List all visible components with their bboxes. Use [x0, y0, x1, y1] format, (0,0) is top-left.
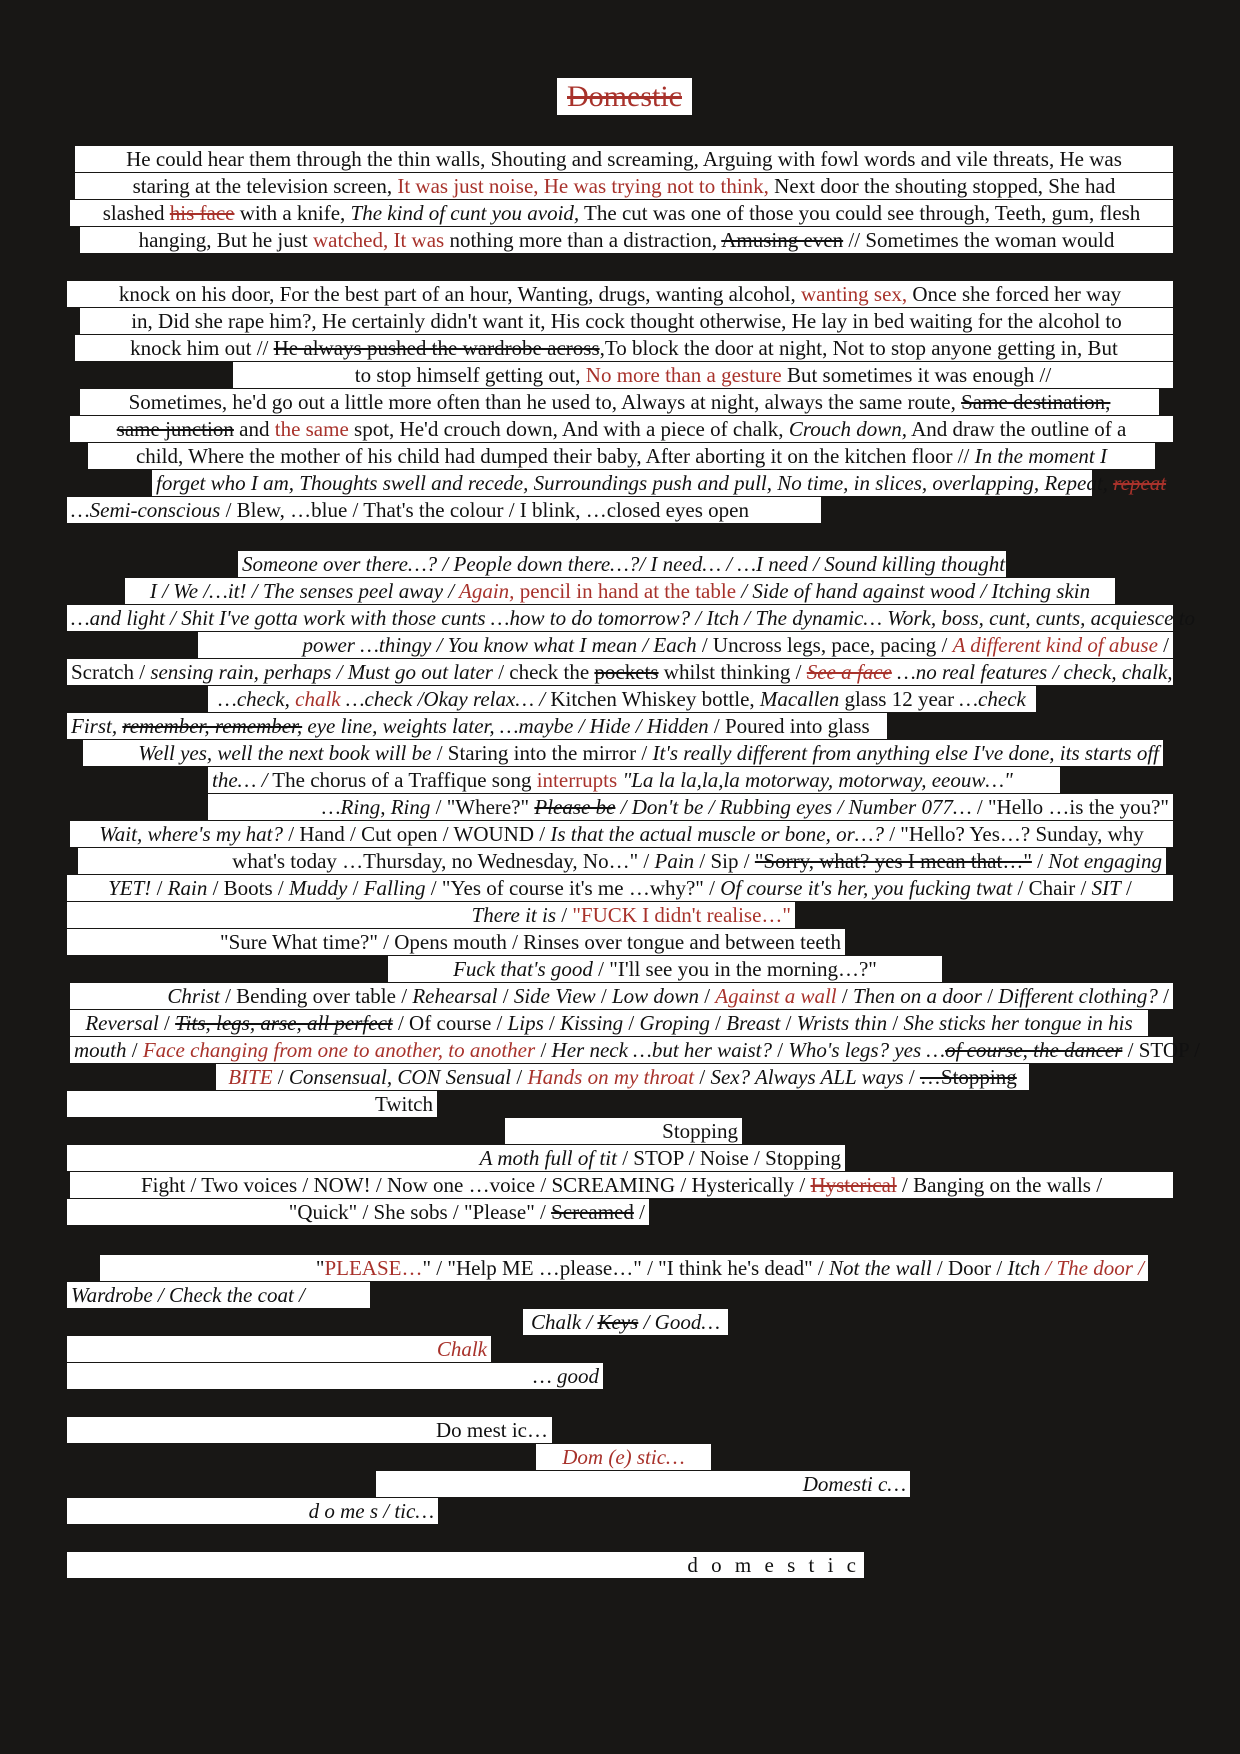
text-segment: Itch [1007, 1256, 1041, 1280]
text-segment: Do mest ic… [436, 1418, 548, 1442]
poem-line [80, 308, 1173, 334]
text-segment: / [698, 984, 716, 1008]
text-segment: Fuck that's good [453, 957, 593, 981]
poem-line [67, 497, 821, 523]
text-segment: Consensual, CON Sensual [288, 1065, 512, 1089]
text-segment: / Door / [931, 1256, 1008, 1280]
text-segment: whilst thinking / [658, 660, 807, 684]
text-segment: / [903, 1065, 920, 1089]
text-segment: He always pushed the wardrobe across [273, 336, 600, 360]
text-segment: It's really different from anything else I've done, its starts off [652, 741, 1159, 765]
text-segment: …check [959, 687, 1026, 711]
text-segment: Macallen [759, 687, 840, 711]
text-segment: It was just noise, He was trying not to think, [397, 174, 769, 198]
text-segment: Dom (e) stic… [562, 1445, 685, 1469]
poem-line [233, 362, 1173, 388]
text-segment: / [887, 1011, 904, 1035]
text-segment: / [595, 984, 612, 1008]
text-segment: forget who I am, Thoughts swell and recede, Surroundings push and pull, No time, in slices, overlapping, Repeat, [156, 471, 1114, 495]
poem-line [70, 1037, 1201, 1063]
text-segment: The kind of cunt you avoid, [350, 201, 580, 225]
text-segment: / [556, 903, 573, 927]
text-segment: "Quick" / She sobs / "Please" / [288, 1200, 552, 1224]
text-segment: d o me s / tic… [308, 1499, 434, 1523]
text-segment: Fight / Two voices / NOW! / Now one …voice / SCREAMING / Hysterically / [140, 1173, 811, 1197]
text-segment: …Ring, Ring [321, 795, 431, 819]
poem-line [78, 848, 1166, 874]
text-segment: And draw the outline of a [907, 417, 1127, 441]
poem-line [75, 173, 1173, 199]
text-segment: "FUCK I didn't realise…" [572, 903, 791, 927]
text-segment: … good [533, 1364, 599, 1388]
text-segment: / [272, 1065, 289, 1089]
text-segment: Hysterical [810, 1173, 897, 1197]
text-segment: / STOP / Noise / Stopping [616, 1146, 841, 1170]
text-segment: / Banging on the walls / [896, 1173, 1103, 1197]
text-segment: See a face [806, 660, 892, 684]
text-segment: sensing rain, perhaps / Must go out later [150, 660, 493, 684]
text-segment: / [780, 1011, 797, 1035]
text-segment: with a knife, [234, 201, 351, 225]
text-segment: Christ [167, 984, 220, 1008]
text-segment: YET! [108, 876, 152, 900]
text-segment: Someone over there…? / People down there…?/ I need… / …I need / Sound killing thought [242, 552, 1006, 576]
text-segment: / [709, 1011, 727, 1035]
text-segment: Same destination, [961, 390, 1111, 414]
text-segment: Amusing even [721, 228, 844, 252]
text-segment: Sometimes, he'd go out a little more often than he used to, Always at night, always the same route, [128, 390, 962, 414]
poem-line [388, 956, 942, 982]
text-segment: repeat [1113, 471, 1167, 495]
text-segment: Screamed [551, 1200, 634, 1224]
text-segment: / Chair / [1012, 876, 1092, 900]
text-segment: wanting sex, [801, 282, 908, 306]
text-segment: Wrists thin [796, 1011, 888, 1035]
text-segment: / Bending over table / [219, 984, 413, 1008]
text-segment: But sometimes it was enough // [781, 363, 1052, 387]
text-segment: …and light / Shit I've gotta work with those cunts …how to do tomorrow? / Itch / The dynamic… Work, boss, cunt, cunts, acquiesce to [71, 606, 1196, 630]
text-segment: chalk [295, 687, 341, 711]
text-segment: She sticks her tongue in his [903, 1011, 1133, 1035]
text-segment: in, Did she rape him?, He certainly didn't want it, His cock thought otherwise, He lay in bed waiting for the alcohol to [131, 309, 1122, 333]
poem-line [216, 1064, 1029, 1090]
poem-line [125, 578, 1115, 604]
text-segment: nothing more than a distraction, [444, 228, 722, 252]
text-segment: what's today …Thursday, no Wednesday, No…" / [232, 849, 655, 873]
poem-line [67, 713, 887, 739]
text-segment: He could hear them through the thin walls, Shouting and screaming, Arguing with fowl words and vile threats, He was [126, 147, 1122, 171]
text-segment: pencil in hand at the table [514, 579, 737, 603]
text-segment: / [151, 876, 168, 900]
poem-line [208, 767, 1060, 793]
poem-line [208, 686, 1036, 712]
text-segment: …check, [218, 687, 296, 711]
text-segment: / Sip / [694, 849, 755, 873]
text-segment: the same [274, 417, 349, 441]
text-segment: / [535, 1038, 552, 1062]
text-segment: / Blew, …blue / That's the colour / I blink, …closed eyes open [220, 498, 749, 522]
text-segment: / [1157, 984, 1169, 1008]
poem-line [70, 200, 1173, 226]
poem-line [67, 1091, 437, 1117]
text-segment: watched, It was [313, 228, 445, 252]
text-segment: / Hand / Cut open / WOUND / [282, 822, 551, 846]
text-segment: SIT [1091, 876, 1121, 900]
poem-line [67, 1145, 845, 1171]
poem-line [152, 470, 1167, 496]
text-segment: / Staring into the mirror / [431, 741, 653, 765]
text-segment: Is that the actual muscle or bone, or…? [550, 822, 884, 846]
text-segment: Rehearsal [412, 984, 498, 1008]
text-segment: Sex? Always ALL ways [710, 1065, 904, 1089]
text-segment: / STOP / [1122, 1038, 1201, 1062]
text-segment: Against a wall [715, 984, 837, 1008]
poem-line [67, 1498, 438, 1524]
text-segment: staring at the television screen, [132, 174, 398, 198]
poem-line [80, 389, 1159, 415]
poem-line [70, 983, 1173, 1009]
text-segment: / [511, 1065, 528, 1089]
text-segment: / "Hello? Yes…? Sunday, why [883, 822, 1144, 846]
poem-title: Domestic [557, 78, 692, 115]
text-segment: / [1031, 849, 1049, 873]
text-segment: / [126, 1038, 143, 1062]
text-segment: Of course it's her, you fucking twat [720, 876, 1013, 900]
text-segment: " [315, 1256, 325, 1280]
text-segment: The cut was one of those you could see through, Teeth, gum, flesh [579, 201, 1141, 225]
text-segment: Low down [612, 984, 699, 1008]
poem-line [198, 632, 1173, 658]
text-segment: Not engaging [1048, 849, 1162, 873]
text-segment: There it is [471, 903, 556, 927]
text-segment: slashed [102, 201, 170, 225]
text-segment: / Good… [638, 1310, 720, 1334]
poem-line [67, 1336, 491, 1362]
text-segment: hanging, But he just [138, 228, 314, 252]
text-segment: his face [169, 201, 235, 225]
poem-line [70, 416, 1173, 442]
poem-line [88, 443, 1155, 469]
text-segment: / [543, 1011, 561, 1035]
text-segment: and [233, 417, 275, 441]
text-segment: Who's legs? yes … [788, 1038, 946, 1062]
text-segment: / [1120, 876, 1132, 900]
text-segment: / [158, 1011, 176, 1035]
text-segment: / [981, 984, 999, 1008]
text-segment: Domesti c… [802, 1472, 906, 1496]
text-segment: / Of course / [392, 1011, 508, 1035]
text-segment: Stopping [662, 1119, 738, 1143]
text-segment: Twitch [374, 1092, 433, 1116]
text-segment: …Semi-conscious [71, 498, 221, 522]
text-segment: / Boots / [207, 876, 290, 900]
text-segment: I / We /…it! / The senses peel away / [149, 579, 460, 603]
text-segment: / [1157, 633, 1169, 657]
poem-line [75, 146, 1173, 172]
text-segment: BITE [228, 1065, 273, 1089]
text-segment: / "Yes of course it's me …why?" / [425, 876, 721, 900]
text-segment: glass 12 year [839, 687, 960, 711]
text-segment: " / "Help ME …please…" / "I think he's dead" / [422, 1256, 829, 1280]
text-segment: Keys [597, 1310, 639, 1334]
text-segment: / "I'll see you in the morning…?" [592, 957, 877, 981]
text-segment: / Uncross legs, pace, pacing / [696, 633, 953, 657]
text-segment: Different clothing? [998, 984, 1158, 1008]
text-segment: Pain [654, 849, 695, 873]
text-segment: mouth [74, 1038, 127, 1062]
text-segment: / "Hello …is the you?" [971, 795, 1169, 819]
poem-line [100, 1255, 1148, 1281]
text-segment: PLEASE… [324, 1256, 423, 1280]
text-segment: Rain [167, 876, 208, 900]
poem-line [67, 659, 1173, 685]
poem-line [67, 1417, 552, 1443]
text-segment: Again, [459, 579, 515, 603]
poem-line [523, 1309, 728, 1335]
text-segment: …Stopping [919, 1065, 1017, 1089]
text-segment: Groping [639, 1011, 710, 1035]
text-segment: / check the [492, 660, 595, 684]
text-segment: "La la la,la,la motorway, motorway, eeouw…" [617, 768, 1013, 792]
text-segment: / [347, 876, 364, 900]
text-segment: Well yes, well the next book will be [138, 741, 432, 765]
poem-line [536, 1444, 711, 1470]
poem-line [70, 1172, 1173, 1198]
text-segment: Kitchen Whiskey bottle, [545, 687, 760, 711]
text-segment: Not the wall [828, 1256, 932, 1280]
poem-line [67, 1552, 864, 1578]
text-segment: the… / [212, 768, 268, 792]
text-segment: Once she forced her way [907, 282, 1122, 306]
text-segment: Please be [534, 795, 616, 819]
text-segment: Wait, where's my hat? [99, 822, 283, 846]
text-segment: Then on a door [853, 984, 982, 1008]
text-segment: …check /Okay relax… / [340, 687, 546, 711]
text-segment: power …thingy / You know what I mean / Each [302, 633, 697, 657]
text-segment: eye line, weights later, …maybe / Hide / Hidden [302, 714, 709, 738]
text-segment: Kissing [560, 1011, 624, 1035]
text-segment: d o m e s t i c [687, 1553, 860, 1577]
text-segment: In the moment I [974, 444, 1107, 468]
text-segment: First, [71, 714, 123, 738]
poem-line [70, 821, 1173, 847]
text-segment: / Side of hand against wood / Itching skin [736, 579, 1091, 603]
text-segment: to stop himself getting out, [354, 363, 586, 387]
text-segment: A different kind of abuse [952, 633, 1158, 657]
text-segment: Scratch / [71, 660, 151, 684]
text-segment: pockets [594, 660, 659, 684]
text-segment: spot, He'd crouch down, And with a piece of chalk, [348, 417, 789, 441]
text-segment: Side View [513, 984, 596, 1008]
text-segment: Muddy [289, 876, 348, 900]
text-segment: Wardrobe / Check the coat / [71, 1283, 305, 1307]
text-segment: / [694, 1065, 711, 1089]
poem-line [70, 1010, 1148, 1036]
text-segment: child, Where the mother of his child had dumped their baby, After aborting it on the kitchen floor // [135, 444, 975, 468]
text-segment: / [497, 984, 514, 1008]
poem-line [67, 281, 1173, 307]
text-segment: / [836, 984, 853, 1008]
poem-line [80, 227, 1173, 253]
poem-line [505, 1118, 742, 1144]
poem-line [83, 740, 1163, 766]
poem-line [208, 794, 1173, 820]
poem-line [67, 1363, 603, 1389]
poem-line [67, 1282, 370, 1308]
text-segment: / [623, 1011, 640, 1035]
text-segment: Crouch down, [788, 417, 908, 441]
poem-line [67, 902, 795, 928]
text-segment: / [633, 1200, 645, 1224]
text-segment: The chorus of a Traffique song [267, 768, 537, 792]
poem-line [75, 335, 1173, 361]
text-segment: / [772, 1038, 789, 1062]
text-segment: remember, remember, [122, 714, 303, 738]
text-segment: …no real features / check, chalk, [891, 660, 1173, 684]
text-segment: same junction [116, 417, 234, 441]
text-segment: interrupts [536, 768, 618, 792]
text-segment: Face changing from one to another, to another [142, 1038, 536, 1062]
text-segment: Chalk / [530, 1310, 598, 1334]
text-segment: Lips [507, 1011, 544, 1035]
text-segment: / The door / [1040, 1256, 1144, 1280]
text-segment: No more than a gesture [585, 363, 782, 387]
text-segment: // Sometimes the woman would [843, 228, 1115, 252]
text-segment: of course, the dancer [945, 1038, 1123, 1062]
text-segment: Chalk [436, 1337, 487, 1361]
text-segment: / Don't be / Rubbing eyes / Number 077… [615, 795, 972, 819]
text-segment: "Sorry, what? yes I mean that…" [754, 849, 1032, 873]
text-segment: Falling [363, 876, 426, 900]
text-segment: Reversal [85, 1011, 159, 1035]
text-segment: ,To block the door at night, Not to stop anyone getting in, But [599, 336, 1118, 360]
text-segment: Hands on my throat [527, 1065, 695, 1089]
text-segment: knock on his door, For the best part of an hour, Wanting, drugs, wanting alcohol, [118, 282, 801, 306]
text-segment: Tits, legs, arse, all perfect [175, 1011, 393, 1035]
text-segment: A moth full of tit [479, 1146, 617, 1170]
text-segment: / Poured into glass [708, 714, 870, 738]
text-segment: "Sure What time?" / Opens mouth / Rinses over tongue and between teeth [220, 930, 841, 954]
text-segment: Next door the shouting stopped, She had [768, 174, 1116, 198]
text-segment: knock him out // [130, 336, 274, 360]
poem-line [67, 929, 845, 955]
poem-line [376, 1471, 910, 1497]
poem-line [67, 1199, 649, 1225]
text-segment: / "Where?" [430, 795, 535, 819]
text-segment: Breast [726, 1011, 781, 1035]
poem-line [67, 875, 1173, 901]
poem-line [67, 605, 1196, 631]
text-segment: Her neck …but her waist? [551, 1038, 773, 1062]
poem-line [238, 551, 1006, 577]
